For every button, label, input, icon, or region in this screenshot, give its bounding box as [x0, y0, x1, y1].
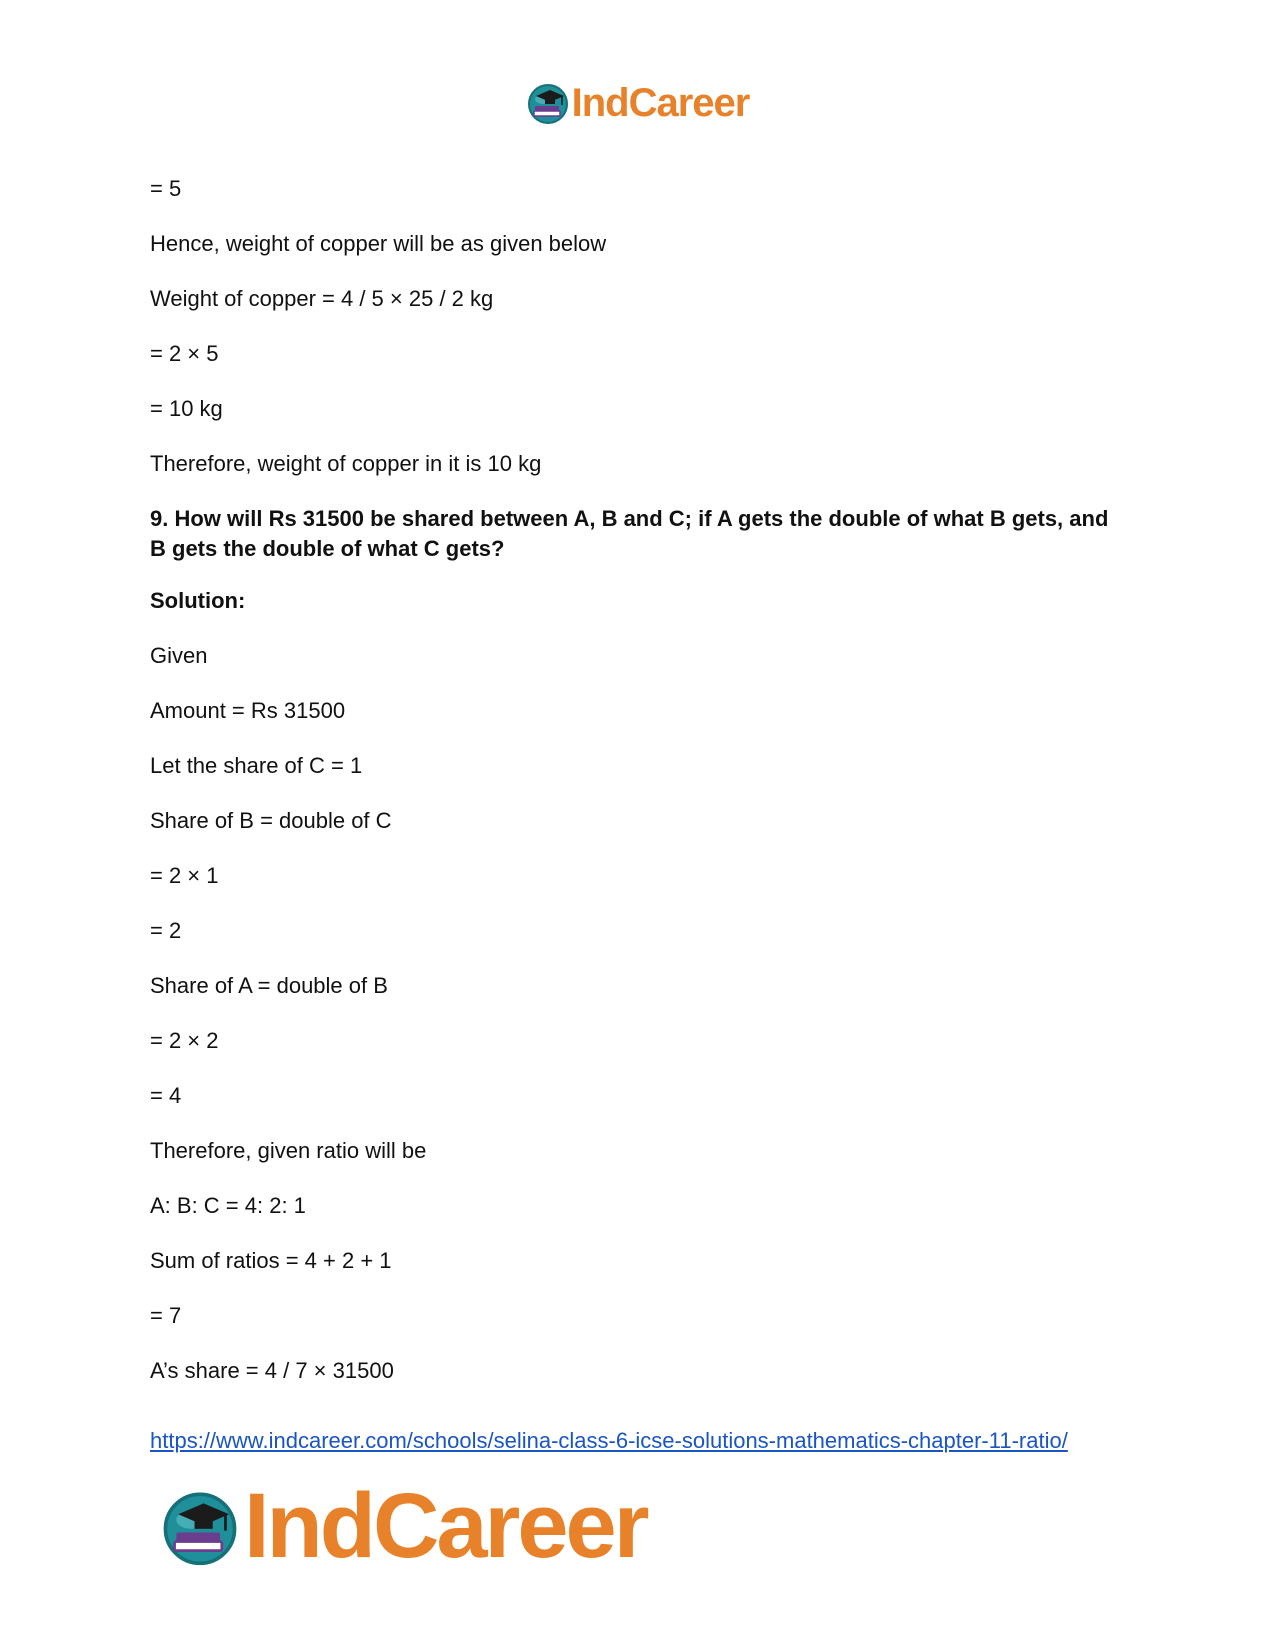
source-link[interactable]: https://www.indcareer.com/schools/selina-class-6-icse-solutions-mathematics-chapter-11-ratio/ [150, 1428, 1068, 1453]
logo-text: IndCareer [244, 1475, 647, 1577]
footer-logo [160, 1474, 647, 1577]
solution-step: = 4 [150, 1083, 182, 1108]
document-body [150, 174, 1125, 1411]
solution-step: A: B: C = 4: 2: 1 [150, 1193, 306, 1218]
graduation-cap-globe-icon [526, 81, 570, 125]
text-line: = 2 × 5 [150, 341, 219, 366]
text-line: = 10 kg [150, 396, 223, 421]
logo [160, 1474, 647, 1579]
logo [526, 81, 750, 126]
question-heading: 9. How will Rs 31500 be shared between A, B and C; if A gets the double of what B gets, and B gets the double of what C gets? [150, 506, 1109, 561]
solution-step: Share of A = double of B [150, 973, 388, 998]
solution-step: Amount = Rs 31500 [150, 698, 346, 723]
solution-step: Therefore, given ratio will be [150, 1138, 427, 1163]
solution-step: Given [150, 643, 208, 668]
solution-step: = 7 [150, 1303, 182, 1328]
solution-step: Let the share of C = 1 [150, 753, 363, 778]
text-line: Hence, weight of copper will be as given below [150, 231, 607, 256]
solution-step: Share of B = double of C [150, 808, 392, 833]
graduation-cap-globe-icon [160, 1487, 240, 1567]
solution-step: = 2 × 1 [150, 863, 219, 888]
header-logo [0, 78, 1275, 128]
text-line: = 5 [150, 176, 182, 201]
solution-step: Sum of ratios = 4 + 2 + 1 [150, 1248, 392, 1273]
solution-step: = 2 [150, 918, 182, 943]
solution-step: A’s share = 4 / 7 × 31500 [150, 1358, 394, 1383]
text-line: Weight of copper = 4 / 5 × 25 / 2 kg [150, 286, 494, 311]
solution-heading: Solution: [150, 588, 246, 613]
solution-step: = 2 × 2 [150, 1028, 219, 1053]
text-line: Therefore, weight of copper in it is 10 kg [150, 451, 542, 476]
logo-text: IndCareer [571, 80, 750, 125]
